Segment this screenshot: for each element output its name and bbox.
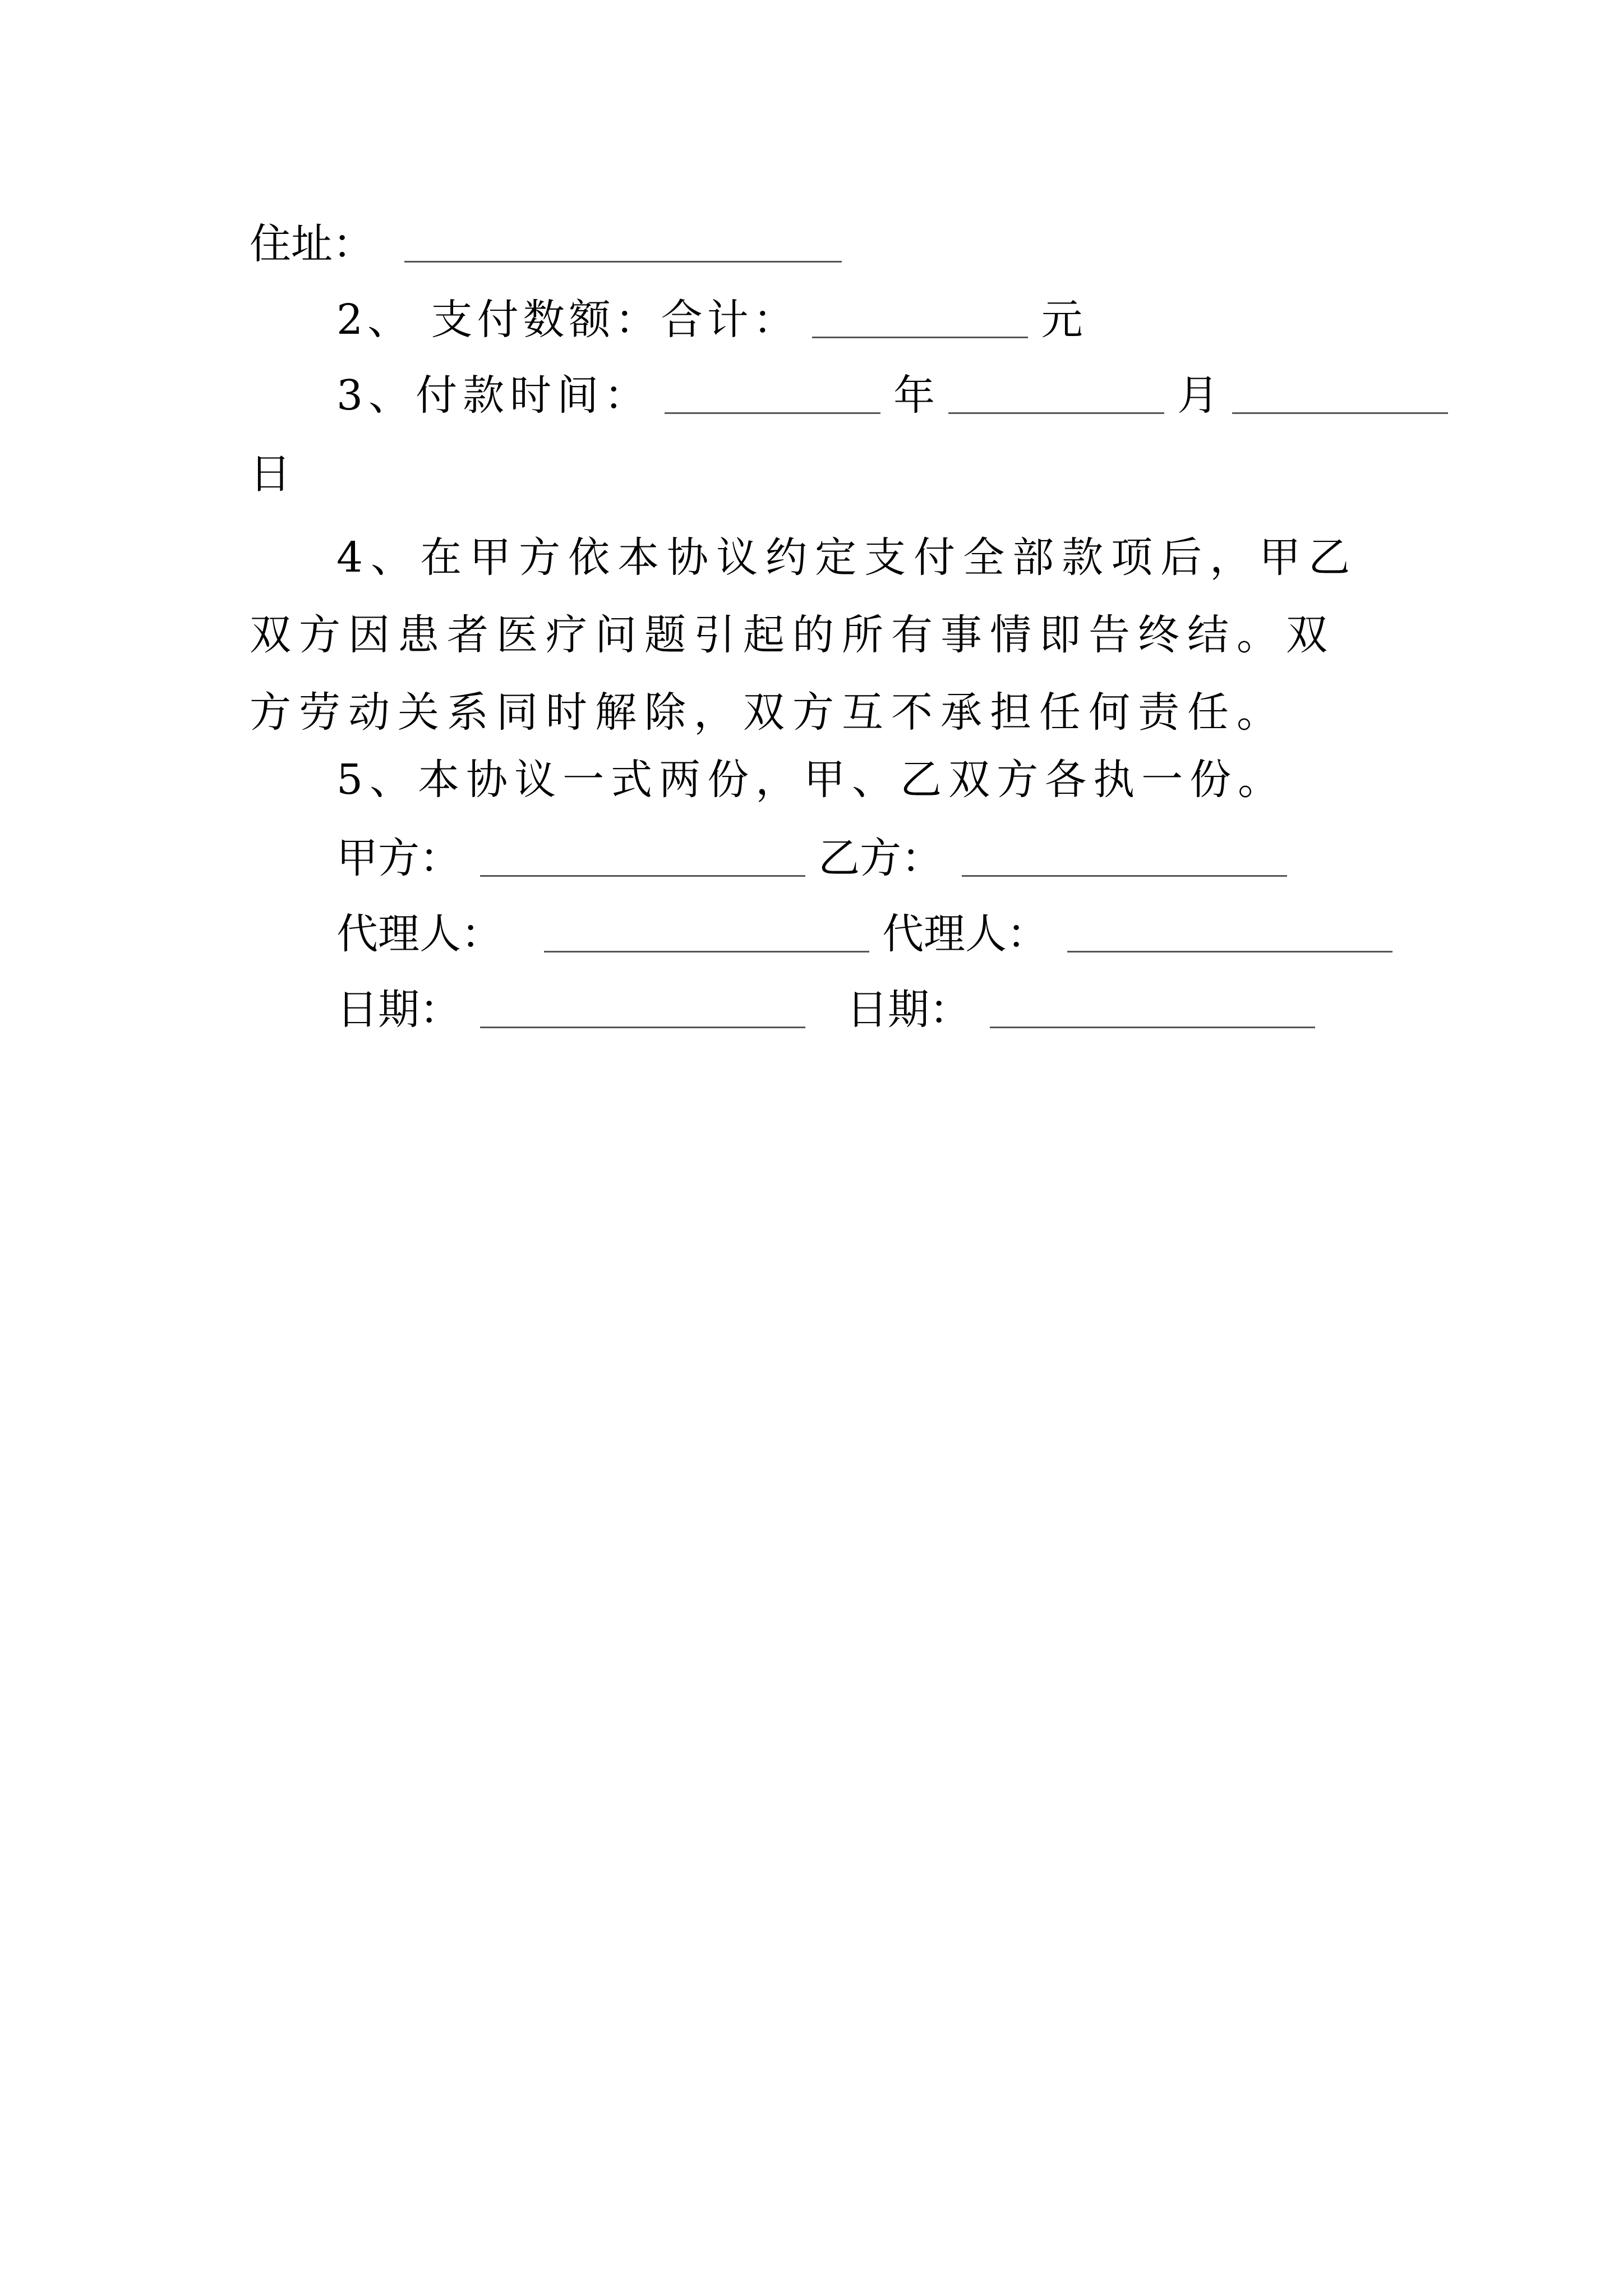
payment-day-line [250,446,291,502]
payment-time-label: 3、付款时间： [336,371,652,420]
agent-a-blank[interactable] [544,951,869,953]
clause-4-paragraph: 4、在甲方依本协议约定支付全部款项后，甲乙双方因患者医疗问题引起的所有事情即告终结。双方劳动关系同时解除，双方互不承担任何责任。 [250,533,1358,737]
date-a-label: 日期： [336,986,461,1034]
payment-time-line [336,367,1448,424]
clause-5-line [336,752,1286,808]
payment-year-label: 年 [893,371,935,420]
party-a-blank[interactable] [480,875,805,877]
address-blank[interactable] [404,261,842,263]
payment-month-blank[interactable] [948,412,1164,414]
agent-b-label: 代理人： [882,910,1049,958]
party-signature-line [336,830,1287,886]
payment-amount-line [336,292,1083,348]
party-b-blank[interactable] [962,875,1287,877]
agent-signature-line [336,906,1393,962]
payment-amount-blank[interactable] [812,337,1028,338]
clause-5-text: 5、本协议一式两份，甲、乙双方各执一份。 [336,756,1287,804]
payment-amount-unit: 元 [1041,296,1083,344]
payment-year-blank[interactable] [665,412,880,414]
date-a-blank[interactable] [480,1027,805,1028]
party-a-label: 甲方： [336,834,461,882]
payment-amount-label: 2、 支付数额：合计： [336,296,799,344]
agent-a-label: 代理人： [336,910,502,958]
date-signature-line [336,982,1315,1038]
payment-month-label: 月 [1177,371,1219,420]
address-label: 住址： [250,220,374,268]
address-line [250,216,842,272]
date-b-blank[interactable] [990,1027,1315,1028]
payment-day-blank[interactable] [1232,412,1448,414]
agent-b-blank[interactable] [1067,951,1393,953]
payment-day-label: 日 [250,450,291,498]
date-b-label: 日期： [846,986,971,1034]
party-b-label: 乙方： [818,834,943,882]
